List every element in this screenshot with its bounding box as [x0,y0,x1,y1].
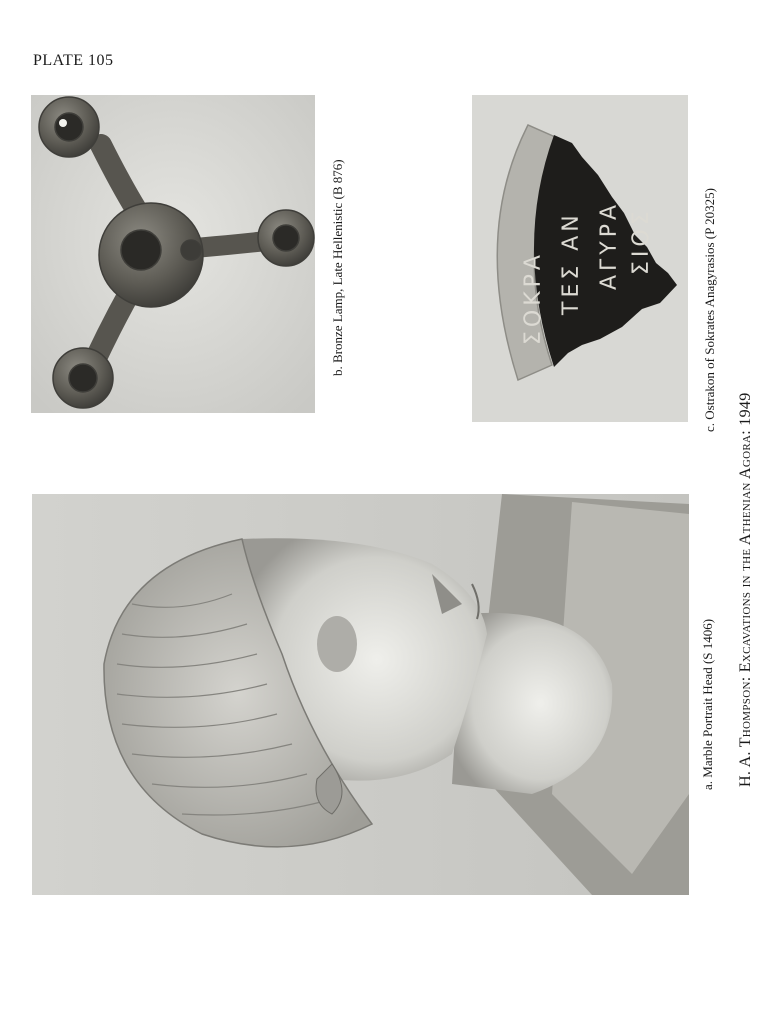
inscription-line-1: ΣΟΚΡΑ [521,251,546,345]
credit-author: H. A. Thompson [737,681,754,787]
caption-figure-a: a. Marble Portrait Head (S 1406) [700,618,715,790]
photo-bronze-lamp [31,95,315,413]
plate-credit [736,393,756,788]
caption-figure-c: c. Ostrakon of Sokrates Anagyrasios (P 20325) [702,188,717,432]
photo-marble-head [32,494,689,895]
inscription-line-2: ΤΕΣ ΑΝ [559,211,584,315]
plate-number: PLATE 105 [33,52,114,69]
credit-year-separator: : [737,425,754,435]
bronze-lamp-image [31,95,315,413]
photo-ostrakon [472,95,688,422]
inscription-line-4: ΣΙΟΣ [629,207,654,275]
ostrakon-image [472,95,688,422]
credit-separator: : [737,672,754,682]
credit-title: Excavations in the Athenian Agora [737,434,754,673]
marble-head-image [32,494,689,895]
inscription-line-3: ΑΓΥΡΑ [597,200,622,290]
credit-year: 1949 [737,392,754,426]
caption-figure-b: b. Bronze Lamp, Late Hellenistic (B 876) [330,159,345,376]
